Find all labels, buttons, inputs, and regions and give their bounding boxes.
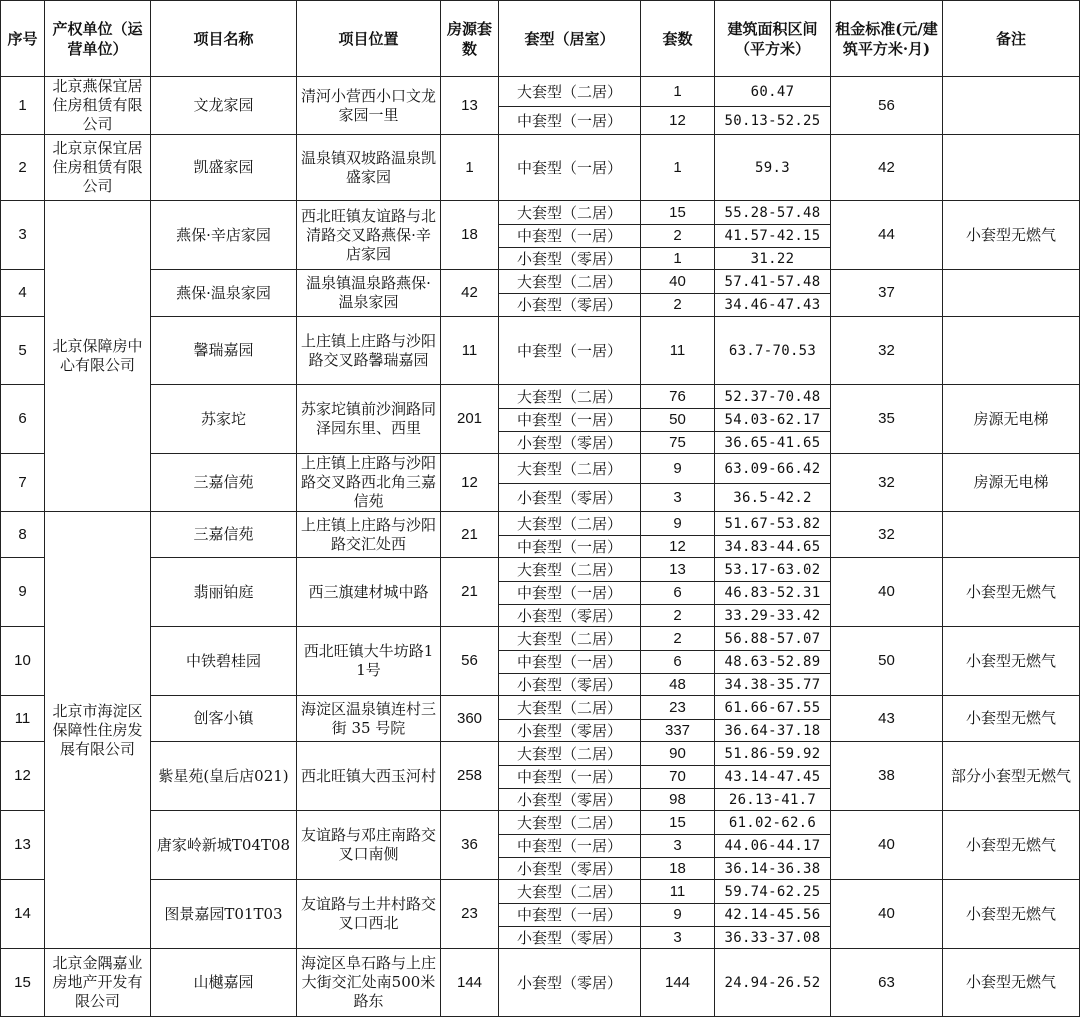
cell-location: 海淀区温泉镇连村三街 35 号院 — [297, 696, 441, 742]
cell-count: 9 — [641, 904, 715, 927]
cell-rent: 63 — [831, 949, 943, 1017]
cell-count: 70 — [641, 766, 715, 789]
cell-remark — [943, 135, 1080, 201]
cell-type: 中套型（一居） — [499, 904, 641, 927]
header-location: 项目位置 — [297, 1, 441, 77]
cell-type: 大套型（二居） — [499, 558, 641, 582]
cell-remark: 小套型无燃气 — [943, 880, 1080, 949]
header-type: 套型（居室） — [499, 1, 641, 77]
cell-type: 小套型（零居） — [499, 432, 641, 454]
cell-count: 6 — [641, 582, 715, 605]
cell-location: 友谊路与土井村路交叉口西北 — [297, 880, 441, 949]
cell-count: 3 — [641, 927, 715, 949]
cell-count: 48 — [641, 674, 715, 696]
cell-type: 中套型（一居） — [499, 835, 641, 858]
cell-area: 56.88-57.07 — [715, 627, 831, 651]
cell-count: 11 — [641, 880, 715, 904]
cell-type: 中套型（一居） — [499, 651, 641, 674]
cell-count: 1 — [641, 248, 715, 270]
cell-count: 13 — [641, 558, 715, 582]
cell-type: 小套型（零居） — [499, 949, 641, 1017]
cell-type: 大套型（二居） — [499, 512, 641, 536]
cell-area: 61.66-67.55 — [715, 696, 831, 720]
cell-type: 大套型（二居） — [499, 77, 641, 107]
cell-area: 63.09-66.42 — [715, 454, 831, 484]
cell-units-total: 12 — [441, 454, 499, 512]
cell-area: 55.28-57.48 — [715, 201, 831, 225]
cell-rent: 40 — [831, 811, 943, 880]
cell-area: 43.14-47.45 — [715, 766, 831, 789]
cell-type: 中套型（一居） — [499, 409, 641, 432]
cell-project-name: 创客小镇 — [151, 696, 297, 742]
cell-project-name: 苏家坨 — [151, 385, 297, 454]
cell-count: 75 — [641, 432, 715, 454]
cell-count: 11 — [641, 317, 715, 385]
cell-rent: 50 — [831, 627, 943, 696]
cell-count: 6 — [641, 651, 715, 674]
cell-area: 34.83-44.65 — [715, 536, 831, 558]
cell-type: 小套型（零居） — [499, 927, 641, 949]
cell-area: 24.94-26.52 — [715, 949, 831, 1017]
cell-remark — [943, 317, 1080, 385]
cell-count: 12 — [641, 536, 715, 558]
cell-rent: 43 — [831, 696, 943, 742]
cell-rent: 56 — [831, 77, 943, 135]
cell-type: 大套型（二居） — [499, 454, 641, 484]
cell-seq: 9 — [1, 558, 45, 627]
cell-remark: 小套型无燃气 — [943, 627, 1080, 696]
cell-location: 西北旺镇大牛坊路11号 — [297, 627, 441, 696]
cell-area: 63.7-70.53 — [715, 317, 831, 385]
cell-count: 3 — [641, 835, 715, 858]
cell-count: 90 — [641, 742, 715, 766]
cell-seq: 8 — [1, 512, 45, 558]
table-row — [1, 949, 1080, 1017]
cell-rent: 37 — [831, 270, 943, 317]
cell-project-name: 燕保·辛店家园 — [151, 201, 297, 270]
header-row — [1, 1, 1080, 77]
cell-remark: 房源无电梯 — [943, 454, 1080, 512]
cell-project-name: 文龙家园 — [151, 77, 297, 135]
cell-area: 36.64-37.18 — [715, 720, 831, 742]
table-row — [1, 270, 1080, 294]
table-row — [1, 135, 1080, 201]
cell-remark: 小套型无燃气 — [943, 201, 1080, 270]
cell-remark: 部分小套型无燃气 — [943, 742, 1080, 811]
cell-area: 50.13-52.25 — [715, 107, 831, 135]
cell-area: 52.37-70.48 — [715, 385, 831, 409]
cell-rent: 44 — [831, 201, 943, 270]
header-owner: 产权单位（运营单位） — [45, 1, 151, 77]
cell-type: 中套型（一居） — [499, 317, 641, 385]
cell-remark: 小套型无燃气 — [943, 696, 1080, 742]
cell-location: 上庄镇上庄路与沙阳路交叉路西北角三嘉信苑 — [297, 454, 441, 512]
cell-project-name: 翡丽铂庭 — [151, 558, 297, 627]
cell-project-name: 紫星苑(皇后店021) — [151, 742, 297, 811]
header-rent: 租金标准(元/建筑平方米·月) — [831, 1, 943, 77]
cell-type: 中套型（一居） — [499, 107, 641, 135]
cell-count: 2 — [641, 225, 715, 248]
cell-seq: 15 — [1, 949, 45, 1017]
cell-area: 42.14-45.56 — [715, 904, 831, 927]
cell-rent: 38 — [831, 742, 943, 811]
cell-remark: 房源无电梯 — [943, 385, 1080, 454]
cell-units-total: 11 — [441, 317, 499, 385]
cell-seq: 2 — [1, 135, 45, 201]
cell-area: 36.5-42.2 — [715, 484, 831, 512]
header-name: 项目名称 — [151, 1, 297, 77]
cell-type: 小套型（零居） — [499, 605, 641, 627]
cell-project-name: 凯盛家园 — [151, 135, 297, 201]
cell-type: 中套型（一居） — [499, 536, 641, 558]
cell-type: 中套型（一居） — [499, 766, 641, 789]
cell-count: 2 — [641, 627, 715, 651]
cell-rent: 32 — [831, 454, 943, 512]
header-area: 建筑面积区间（平方米） — [715, 1, 831, 77]
cell-type: 小套型（零居） — [499, 484, 641, 512]
cell-area: 26.13-41.7 — [715, 789, 831, 811]
cell-count: 50 — [641, 409, 715, 432]
cell-units-total: 21 — [441, 558, 499, 627]
cell-type: 小套型（零居） — [499, 294, 641, 317]
cell-type: 大套型（二居） — [499, 696, 641, 720]
cell-seq: 11 — [1, 696, 45, 742]
cell-project-name: 中铁碧桂园 — [151, 627, 297, 696]
cell-count: 337 — [641, 720, 715, 742]
cell-seq: 10 — [1, 627, 45, 696]
cell-units-total: 13 — [441, 77, 499, 135]
cell-owner: 北京京保宜居住房租赁有限公司 — [45, 135, 151, 201]
table-row — [1, 512, 1080, 536]
cell-count: 9 — [641, 512, 715, 536]
cell-area: 60.47 — [715, 77, 831, 107]
table-row — [1, 811, 1080, 835]
cell-area: 33.29-33.42 — [715, 605, 831, 627]
cell-seq: 3 — [1, 201, 45, 270]
cell-project-name: 三嘉信苑 — [151, 512, 297, 558]
cell-remark — [943, 77, 1080, 135]
cell-location: 西北旺镇大西玉河村 — [297, 742, 441, 811]
cell-seq: 6 — [1, 385, 45, 454]
cell-remark: 小套型无燃气 — [943, 811, 1080, 880]
cell-location: 友谊路与邓庄南路交叉口南侧 — [297, 811, 441, 880]
cell-remark: 小套型无燃气 — [943, 558, 1080, 627]
cell-location: 苏家坨镇前沙涧路同泽园东里、西里 — [297, 385, 441, 454]
header-units-total: 房源套数 — [441, 1, 499, 77]
cell-units-total: 23 — [441, 880, 499, 949]
cell-count: 76 — [641, 385, 715, 409]
cell-location: 上庄镇上庄路与沙阳路交汇处西 — [297, 512, 441, 558]
cell-type: 大套型（二居） — [499, 385, 641, 409]
cell-units-total: 36 — [441, 811, 499, 880]
cell-units-total: 56 — [441, 627, 499, 696]
cell-rent: 40 — [831, 880, 943, 949]
table-row — [1, 558, 1080, 582]
cell-type: 小套型（零居） — [499, 248, 641, 270]
cell-area: 48.63-52.89 — [715, 651, 831, 674]
cell-type: 中套型（一居） — [499, 225, 641, 248]
table-row — [1, 696, 1080, 720]
cell-area: 41.57-42.15 — [715, 225, 831, 248]
cell-rent: 32 — [831, 512, 943, 558]
cell-type: 小套型（零居） — [499, 674, 641, 696]
cell-area: 36.33-37.08 — [715, 927, 831, 949]
cell-project-name: 图景嘉园T01T03 — [151, 880, 297, 949]
cell-rent: 35 — [831, 385, 943, 454]
cell-area: 36.14-36.38 — [715, 858, 831, 880]
cell-type: 大套型（二居） — [499, 270, 641, 294]
cell-location: 温泉镇双坡路温泉凯盛家园 — [297, 135, 441, 201]
cell-area: 34.38-35.77 — [715, 674, 831, 696]
cell-count: 9 — [641, 454, 715, 484]
cell-area: 57.41-57.48 — [715, 270, 831, 294]
cell-count: 2 — [641, 294, 715, 317]
cell-seq: 7 — [1, 454, 45, 512]
cell-seq: 14 — [1, 880, 45, 949]
cell-area: 53.17-63.02 — [715, 558, 831, 582]
cell-units-total: 144 — [441, 949, 499, 1017]
table-row — [1, 880, 1080, 904]
table-row — [1, 385, 1080, 409]
table-row — [1, 454, 1080, 484]
cell-area: 51.86-59.92 — [715, 742, 831, 766]
cell-owner: 北京保障房中心有限公司 — [45, 201, 151, 512]
cell-count: 98 — [641, 789, 715, 811]
cell-seq: 5 — [1, 317, 45, 385]
cell-count: 40 — [641, 270, 715, 294]
cell-remark: 小套型无燃气 — [943, 949, 1080, 1017]
cell-area: 36.65-41.65 — [715, 432, 831, 454]
cell-owner: 北京燕保宜居住房租赁有限公司 — [45, 77, 151, 135]
cell-type: 大套型（二居） — [499, 880, 641, 904]
cell-location: 西三旗建材城中路 — [297, 558, 441, 627]
table-row — [1, 201, 1080, 225]
cell-project-name: 三嘉信苑 — [151, 454, 297, 512]
table-row — [1, 742, 1080, 766]
cell-count: 2 — [641, 605, 715, 627]
cell-count: 23 — [641, 696, 715, 720]
cell-location: 上庄镇上庄路与沙阳路交叉路馨瑞嘉园 — [297, 317, 441, 385]
cell-count: 15 — [641, 201, 715, 225]
cell-units-total: 21 — [441, 512, 499, 558]
cell-type: 中套型（一居） — [499, 135, 641, 201]
cell-area: 46.83-52.31 — [715, 582, 831, 605]
cell-area: 54.03-62.17 — [715, 409, 831, 432]
cell-seq: 4 — [1, 270, 45, 317]
table-row — [1, 317, 1080, 385]
cell-owner: 北京市海淀区保障性住房发展有限公司 — [45, 512, 151, 949]
table-body — [1, 77, 1080, 1017]
cell-project-name: 唐家岭新城T04T08 — [151, 811, 297, 880]
cell-units-total: 201 — [441, 385, 499, 454]
cell-type: 大套型（二居） — [499, 742, 641, 766]
cell-location: 清河小营西小口文龙家园一里 — [297, 77, 441, 135]
cell-rent: 32 — [831, 317, 943, 385]
cell-area: 59.3 — [715, 135, 831, 201]
cell-count: 1 — [641, 77, 715, 107]
cell-type: 大套型（二居） — [499, 811, 641, 835]
cell-units-total: 258 — [441, 742, 499, 811]
cell-count: 3 — [641, 484, 715, 512]
cell-area: 61.02-62.6 — [715, 811, 831, 835]
cell-type: 小套型（零居） — [499, 720, 641, 742]
cell-remark — [943, 270, 1080, 317]
cell-rent: 42 — [831, 135, 943, 201]
cell-type: 小套型（零居） — [499, 858, 641, 880]
cell-units-total: 18 — [441, 201, 499, 270]
cell-remark — [943, 512, 1080, 558]
header-count: 套数 — [641, 1, 715, 77]
cell-area: 34.46-47.43 — [715, 294, 831, 317]
cell-project-name: 山樾嘉园 — [151, 949, 297, 1017]
cell-rent: 40 — [831, 558, 943, 627]
cell-location: 温泉镇温泉路燕保·温泉家园 — [297, 270, 441, 317]
header-remark: 备注 — [943, 1, 1080, 77]
cell-project-name: 馨瑞嘉园 — [151, 317, 297, 385]
cell-area: 44.06-44.17 — [715, 835, 831, 858]
table-row — [1, 77, 1080, 107]
table-row — [1, 627, 1080, 651]
cell-location: 西北旺镇友谊路与北清路交叉路燕保·辛店家园 — [297, 201, 441, 270]
cell-units-total: 42 — [441, 270, 499, 317]
cell-type: 小套型（零居） — [499, 789, 641, 811]
cell-type: 大套型（二居） — [499, 201, 641, 225]
cell-area: 59.74-62.25 — [715, 880, 831, 904]
cell-seq: 13 — [1, 811, 45, 880]
cell-seq: 12 — [1, 742, 45, 811]
cell-project-name: 燕保·温泉家园 — [151, 270, 297, 317]
cell-type: 大套型（二居） — [499, 627, 641, 651]
cell-count: 18 — [641, 858, 715, 880]
cell-owner: 北京金隅嘉业房地产开发有限公司 — [45, 949, 151, 1017]
cell-type: 中套型（一居） — [499, 582, 641, 605]
cell-count: 15 — [641, 811, 715, 835]
cell-count: 12 — [641, 107, 715, 135]
header-seq: 序号 — [1, 1, 45, 77]
cell-seq: 1 — [1, 77, 45, 135]
cell-location: 海淀区阜石路与上庄大街交汇处南500米路东 — [297, 949, 441, 1017]
cell-count: 144 — [641, 949, 715, 1017]
cell-count: 1 — [641, 135, 715, 201]
cell-units-total: 1 — [441, 135, 499, 201]
cell-area: 31.22 — [715, 248, 831, 270]
cell-area: 51.67-53.82 — [715, 512, 831, 536]
cell-units-total: 360 — [441, 696, 499, 742]
